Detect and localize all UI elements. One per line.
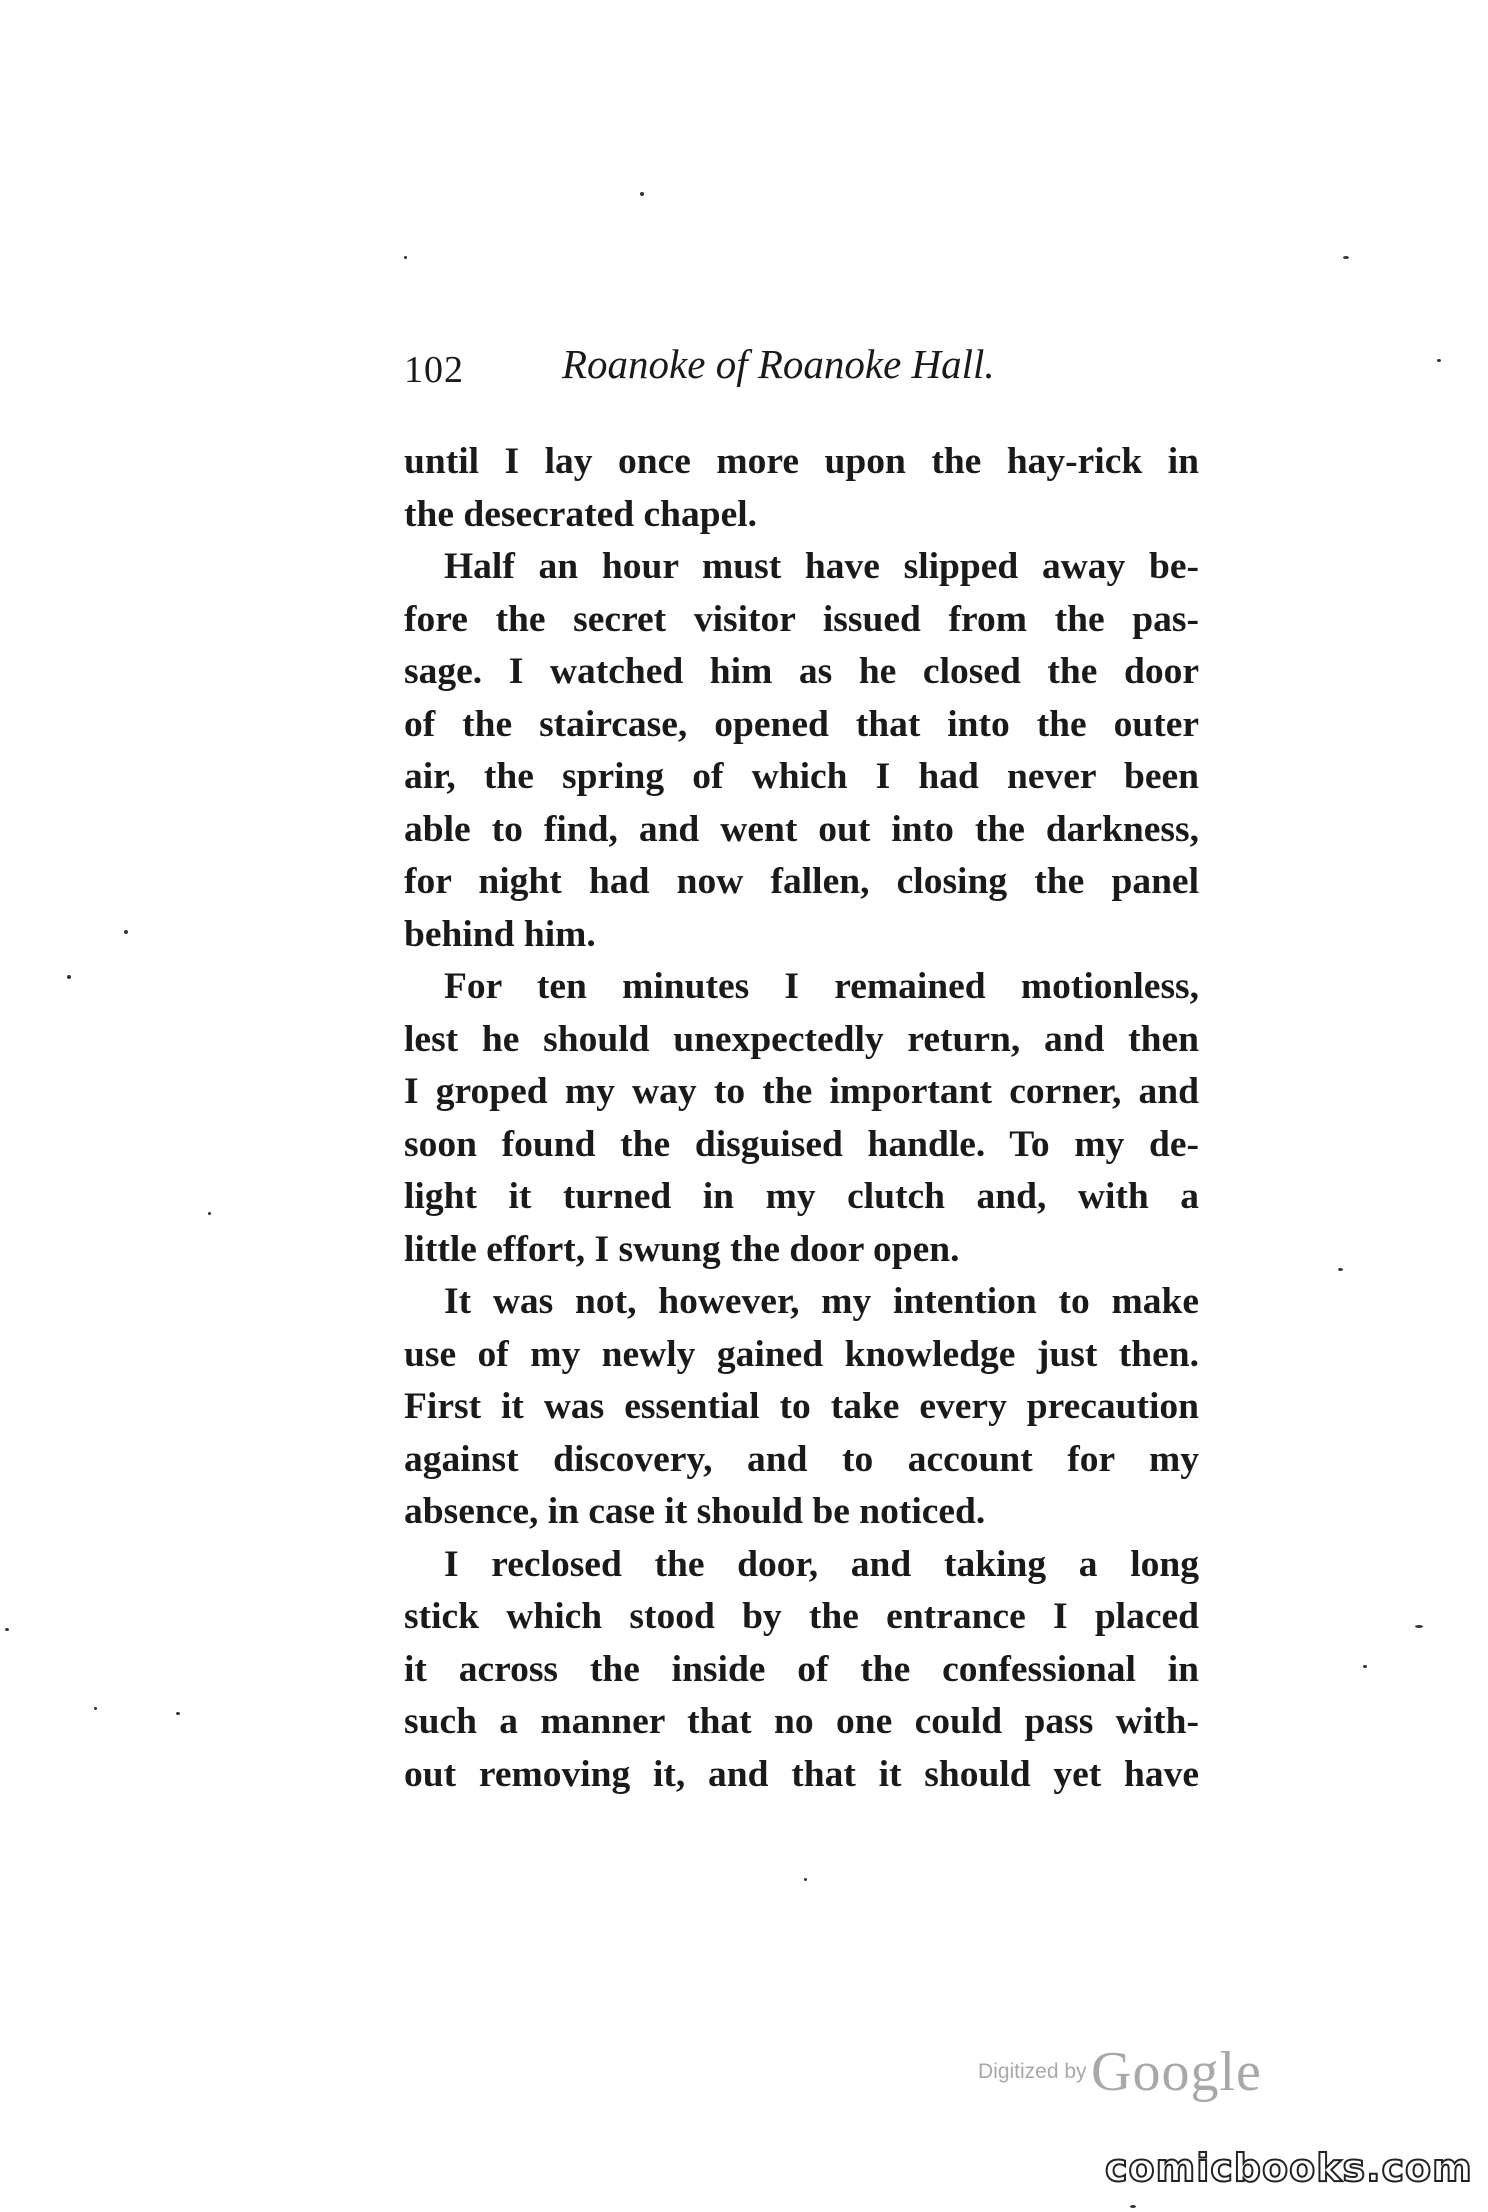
text-line: such a manner that no one could pass with- [404,1701,1199,1742]
scan-speck [1343,256,1349,259]
text-line: lest he should unexpectedly return, and then [404,1018,1199,1060]
scan-speck [94,1707,97,1710]
text-line: it across the inside of the confessional in [404,1648,1199,1690]
watermark-brand: Google [1091,2041,1262,2103]
page-header [404,340,1204,400]
scan-speck [1130,2205,1136,2208]
text-line: fore the secret visitor issued from the pas- [404,598,1199,640]
text-line: I reclosed the door, and taking a long [444,1543,1199,1585]
text-line: First it was essential to take every precaution [404,1386,1199,1427]
scan-speck [1437,359,1441,362]
page-number: 102 [404,349,464,391]
text-line: soon found the disguised handle. To my de- [404,1123,1199,1165]
paragraph [404,1276,1199,1539]
text-line: use of my newly gained knowledge just then. [404,1333,1199,1375]
text-line: until I lay once more upon the hay-rick in [404,441,1199,482]
text-line: little effort, I swung the door open. [404,1228,960,1270]
text-line: absence, in case it should be noticed. [404,1491,986,1532]
text-line: able to find, and went out into the darkness, [404,808,1199,850]
text-line: the desecrated chapel. [404,493,758,535]
text-line: for night had now fallen, closing the panel [404,861,1199,902]
text-line: sage. I watched him as he closed the door [404,651,1199,692]
scan-speck [124,930,128,934]
watermark-prefix: Digitized by [978,2060,1087,2083]
scan-speck [404,256,407,259]
body-text [404,436,1199,1801]
text-line: air, the spring of which I had never been [404,756,1199,797]
text-line: out removing it, and that it should yet have [404,1753,1199,1795]
text-line: behind him. [404,913,596,955]
text-line: stick which stood by the entrance I placed [404,1596,1199,1637]
text-line: Half an hour must have slipped away be- [444,546,1199,587]
scan-speck [804,1878,807,1881]
text-line: of the staircase, opened that into the outer [404,703,1199,745]
paragraph [404,436,1199,541]
paragraph [404,1539,1199,1802]
text-line: light it turned in my clutch and, with a [404,1176,1199,1217]
site-watermark: comicbooks.com [1105,2146,1473,2190]
digitized-by-google-watermark [978,2040,1262,2104]
scan-speck [5,1628,9,1631]
scan-speck [640,192,644,196]
paragraph [404,961,1199,1276]
scan-speck [1363,1665,1367,1668]
scan-speck [1415,1625,1423,1628]
text-line: I groped my way to the important corner, and [404,1071,1199,1112]
text-line: It was not, however, my intention to make [444,1281,1199,1322]
text-line: For ten minutes I remained motionless, [444,966,1199,1007]
scan-speck [1338,1268,1343,1271]
running-title: Roanoke of Roanoke Hall. [562,341,995,387]
paragraph [404,541,1199,961]
scan-speck [208,1212,211,1215]
scan-speck [176,1712,180,1715]
scan-speck [67,975,71,979]
text-line: against discovery, and to account for my [404,1438,1199,1480]
